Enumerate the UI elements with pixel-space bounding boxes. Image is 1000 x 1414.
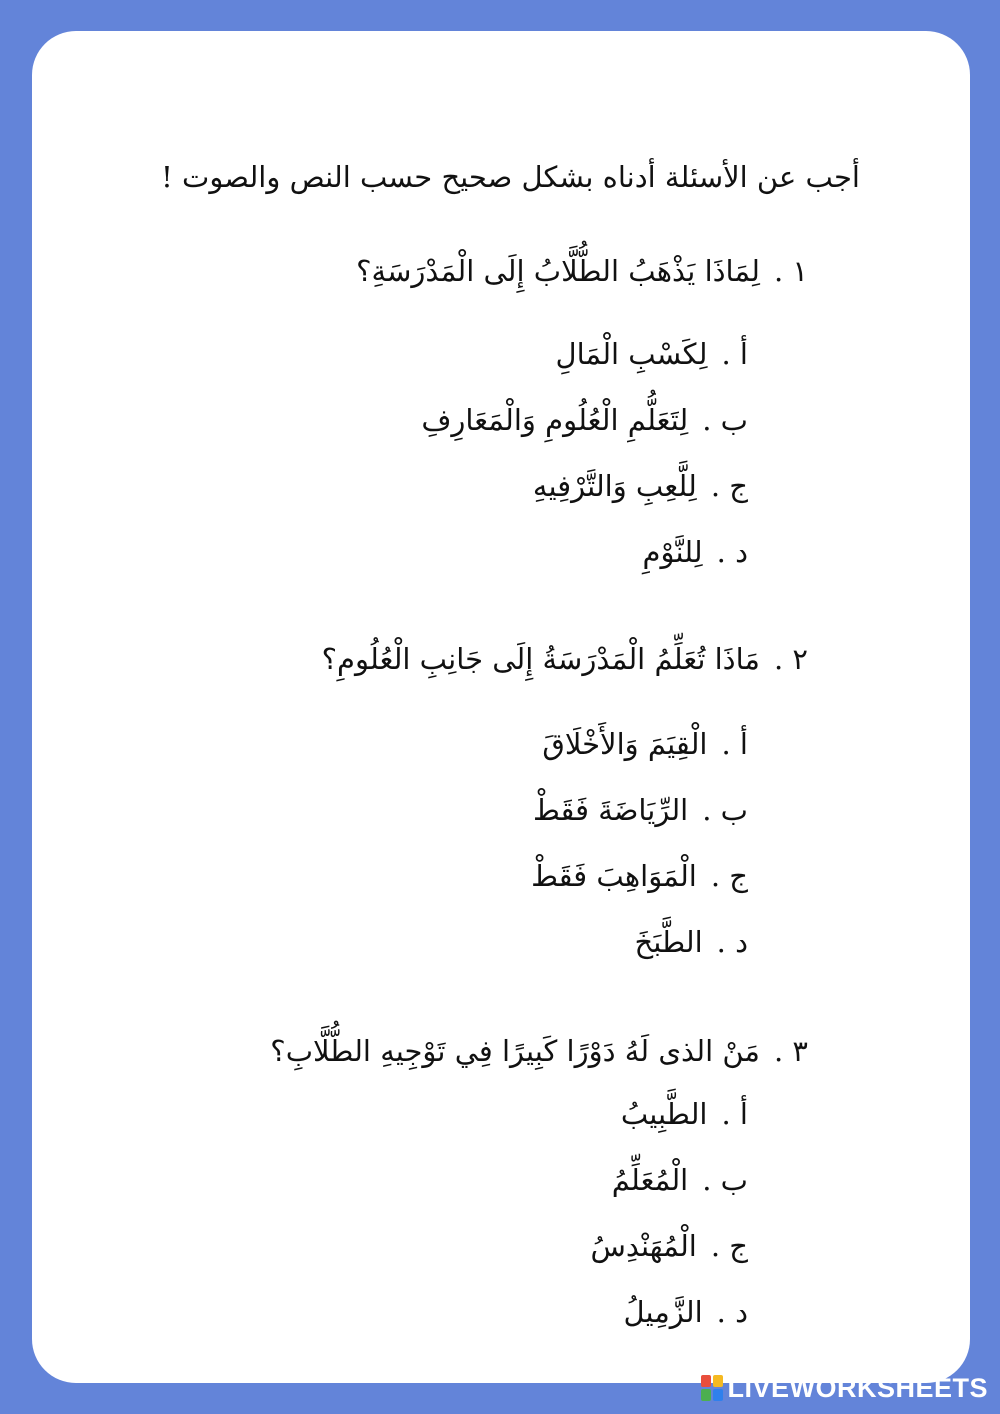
liveworksheets-watermark — [701, 1370, 988, 1406]
option-letter: أ . — [721, 337, 748, 371]
option-text: الْمُهَنْدِسُ — [590, 1229, 697, 1263]
question-number: ٣ . — [773, 1034, 808, 1068]
option-text: لِكَسْبِ الْمَالِ — [555, 337, 708, 371]
option-letter: د . — [716, 535, 748, 569]
option-text: لِتَعَلُّمِ الْعُلُومِ وَالْمَعَارِفِ — [421, 403, 689, 437]
option-a[interactable] — [531, 711, 748, 777]
question-title — [270, 1021, 808, 1081]
option-letter: أ . — [721, 1097, 748, 1131]
option-c[interactable] — [531, 843, 748, 909]
option-c[interactable] — [421, 453, 748, 519]
options-list — [531, 711, 748, 975]
option-text: الْمُعَلِّمُ — [611, 1163, 689, 1197]
option-c[interactable] — [590, 1213, 748, 1279]
instruction-text: أجب عن الأسئلة أدناه بشكل صحيح حسب النص والصوت ! — [161, 160, 860, 194]
option-text: الرِّيَاضَةَ فَقَطْ — [532, 793, 689, 827]
option-text: لِلَّعِبِ وَالتَّرْفِيهِ — [532, 469, 697, 503]
option-d[interactable] — [421, 519, 748, 585]
question-number: ٢ . — [773, 642, 808, 676]
worksheet-page — [32, 31, 970, 1383]
logo-square-icon — [701, 1375, 711, 1387]
question-number: ١ . — [773, 254, 808, 288]
option-text: الْمَوَاهِبَ فَقَطْ — [531, 859, 697, 893]
logo-square-icon — [713, 1389, 723, 1401]
option-text: الطَّبَخَ — [634, 925, 703, 959]
option-a[interactable] — [590, 1081, 748, 1147]
question-text: مَنْ الذى لَهُ دَوْرًا كَبِيرًا فِي تَوْجِيهِ الطُّلَّابِ؟ — [270, 1034, 760, 1068]
option-d[interactable] — [531, 909, 748, 975]
option-text: الزَّمِيلُ — [623, 1295, 703, 1329]
option-text: الْقِيَمَ وَالأَخْلَاقَ — [542, 727, 708, 761]
option-letter: د . — [716, 1295, 748, 1329]
option-letter: ب . — [702, 1163, 748, 1197]
options-list — [421, 321, 748, 585]
question-title — [356, 241, 808, 301]
option-letter: ج . — [710, 469, 748, 503]
option-letter: ج . — [710, 1229, 748, 1263]
option-b[interactable] — [421, 387, 748, 453]
logo-square-icon — [713, 1375, 723, 1387]
question-text: مَاذَا تُعَلِّمُ الْمَدْرَسَةُ إِلَى جَانِبِ الْعُلُومِ؟ — [321, 642, 760, 676]
option-text: الطَّبِيبُ — [620, 1097, 708, 1131]
option-letter: د . — [716, 925, 748, 959]
liveworksheets-logo-icon — [701, 1375, 723, 1401]
option-d[interactable] — [590, 1279, 748, 1345]
question-text: لِمَاذَا يَذْهَبُ الطُّلَّابُ إِلَى الْمَدْرَسَةِ؟ — [356, 254, 760, 288]
option-letter: ب . — [702, 793, 748, 827]
option-letter: ب . — [702, 403, 748, 437]
watermark-text: LIVEWORKSHEETS — [727, 1372, 988, 1403]
option-text: لِلنَّوْمِ — [642, 535, 703, 569]
option-b[interactable] — [531, 777, 748, 843]
option-b[interactable] — [590, 1147, 748, 1213]
options-list — [590, 1081, 748, 1345]
question-title — [322, 629, 808, 689]
option-letter: أ . — [721, 727, 748, 761]
logo-square-icon — [701, 1389, 711, 1401]
option-letter: ج . — [710, 859, 748, 893]
option-a[interactable] — [421, 321, 748, 387]
